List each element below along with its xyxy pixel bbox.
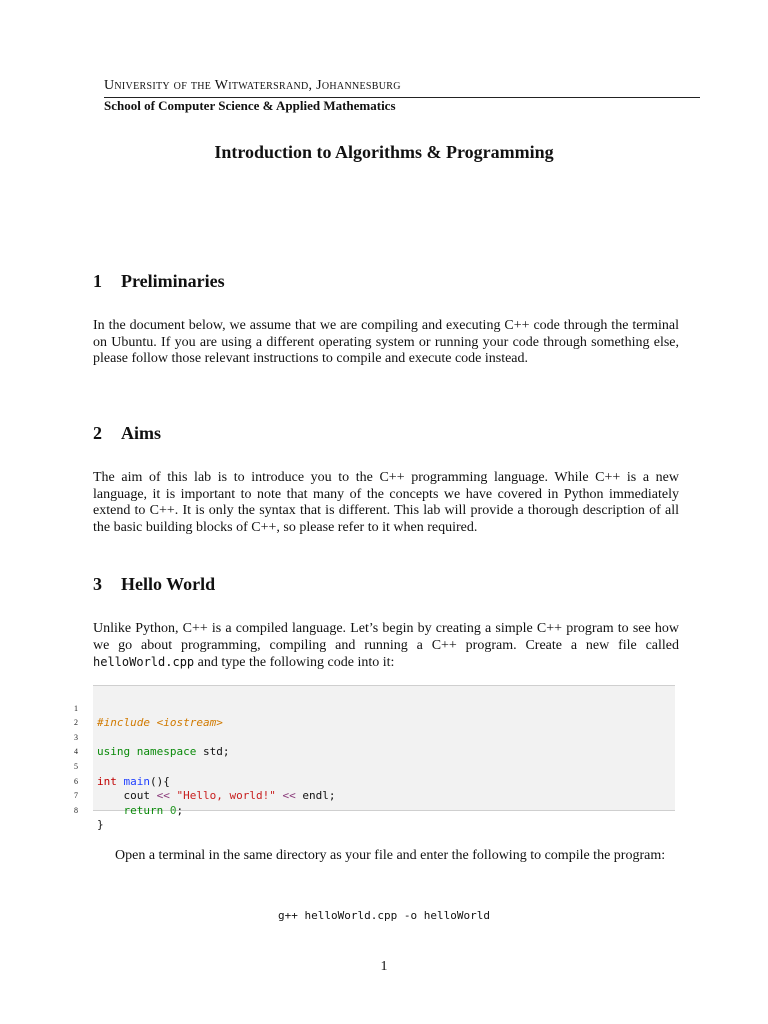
- plain-token: cout: [97, 789, 157, 803]
- school-name: School of Computer Science & Applied Mathematics: [104, 98, 396, 113]
- plain-token: (){: [150, 774, 170, 788]
- code-line: [0, 716, 768, 759]
- number-token: 0: [169, 803, 177, 817]
- keyword-token: namespace: [136, 745, 197, 759]
- compile-instruction-paragraph: Open a terminal in the same directory as your file and enter the following to compile the program:: [115, 848, 666, 863]
- section-number: 1: [93, 271, 102, 291]
- type-token: int: [97, 774, 117, 788]
- paragraph-text: Unlike Python, C++ is a compiled language. Let’s begin by creating a simple C++ program to see how we go about programming, compiling and running a C++ program. Create a new file called: [93, 621, 679, 653]
- line-number: 8: [74, 805, 78, 815]
- plain-token: std;: [196, 745, 230, 759]
- document-title: Introduction to Algorithms & Programming: [214, 142, 554, 162]
- university-name: University of the Witwatersrand, Johannesburg: [104, 78, 401, 93]
- code-line: [0, 745, 768, 788]
- code-text: [97, 804, 183, 819]
- section-heading-preliminaries: [93, 269, 225, 293]
- operator-token: <<: [282, 789, 296, 803]
- section-heading-aims: [93, 421, 161, 445]
- section-title: Aims: [121, 423, 161, 443]
- paragraph-text: and type the following code into it:: [197, 655, 395, 671]
- line-number: 7: [74, 791, 78, 801]
- plain-token: endl;: [295, 789, 336, 803]
- preliminaries-paragraph: In the document below, we assume that we are compiling and executing C++ code through the terminal on Ubuntu. If you are using a different operating system or running your code through something else, please follow those relevant instructions to compile and execute code instead.: [93, 318, 679, 367]
- line-number: 2: [74, 718, 78, 728]
- line-number: 6: [74, 776, 78, 786]
- section-title: Hello World: [121, 574, 216, 594]
- section-title: Preliminaries: [121, 271, 225, 291]
- filename-inline-code: helloWorld.cpp: [93, 655, 195, 670]
- function-token: main: [123, 774, 150, 788]
- plain-token: }: [97, 818, 104, 832]
- line-number: 4: [74, 747, 78, 757]
- page-number: 1: [380, 959, 388, 974]
- preprocessor-token: #include: [97, 716, 150, 730]
- keyword-token: return: [123, 803, 164, 817]
- header-token: <iostream>: [156, 716, 223, 730]
- keyword-token: using: [97, 745, 131, 759]
- section-number: 3: [93, 574, 102, 594]
- section-heading-hello-world: [93, 572, 215, 596]
- code-line: [0, 687, 768, 730]
- section-number: 2: [93, 423, 102, 443]
- hello-world-paragraph: [93, 621, 679, 672]
- plain-token: [97, 804, 124, 817]
- operator-token: <<: [156, 789, 170, 803]
- plain-token: ;: [176, 803, 184, 817]
- aims-paragraph: The aim of this lab is to introduce you to the C++ programming language. While C++ is a new language, it is important to note that many of the concepts we have covered in Python immediately extend to C++. It is only the syntax that is different. This lab will provide a thorough description of all the basic building blocks of C++, so please refer to it when required.: [93, 470, 679, 535]
- compile-command: g++ helloWorld.cpp -o helloWorld: [278, 909, 490, 922]
- code-text: [97, 818, 104, 833]
- string-token: "Hello, world!": [176, 789, 276, 803]
- line-number: 1: [74, 703, 78, 713]
- line-number: 3: [74, 732, 78, 742]
- line-number: 5: [74, 761, 78, 771]
